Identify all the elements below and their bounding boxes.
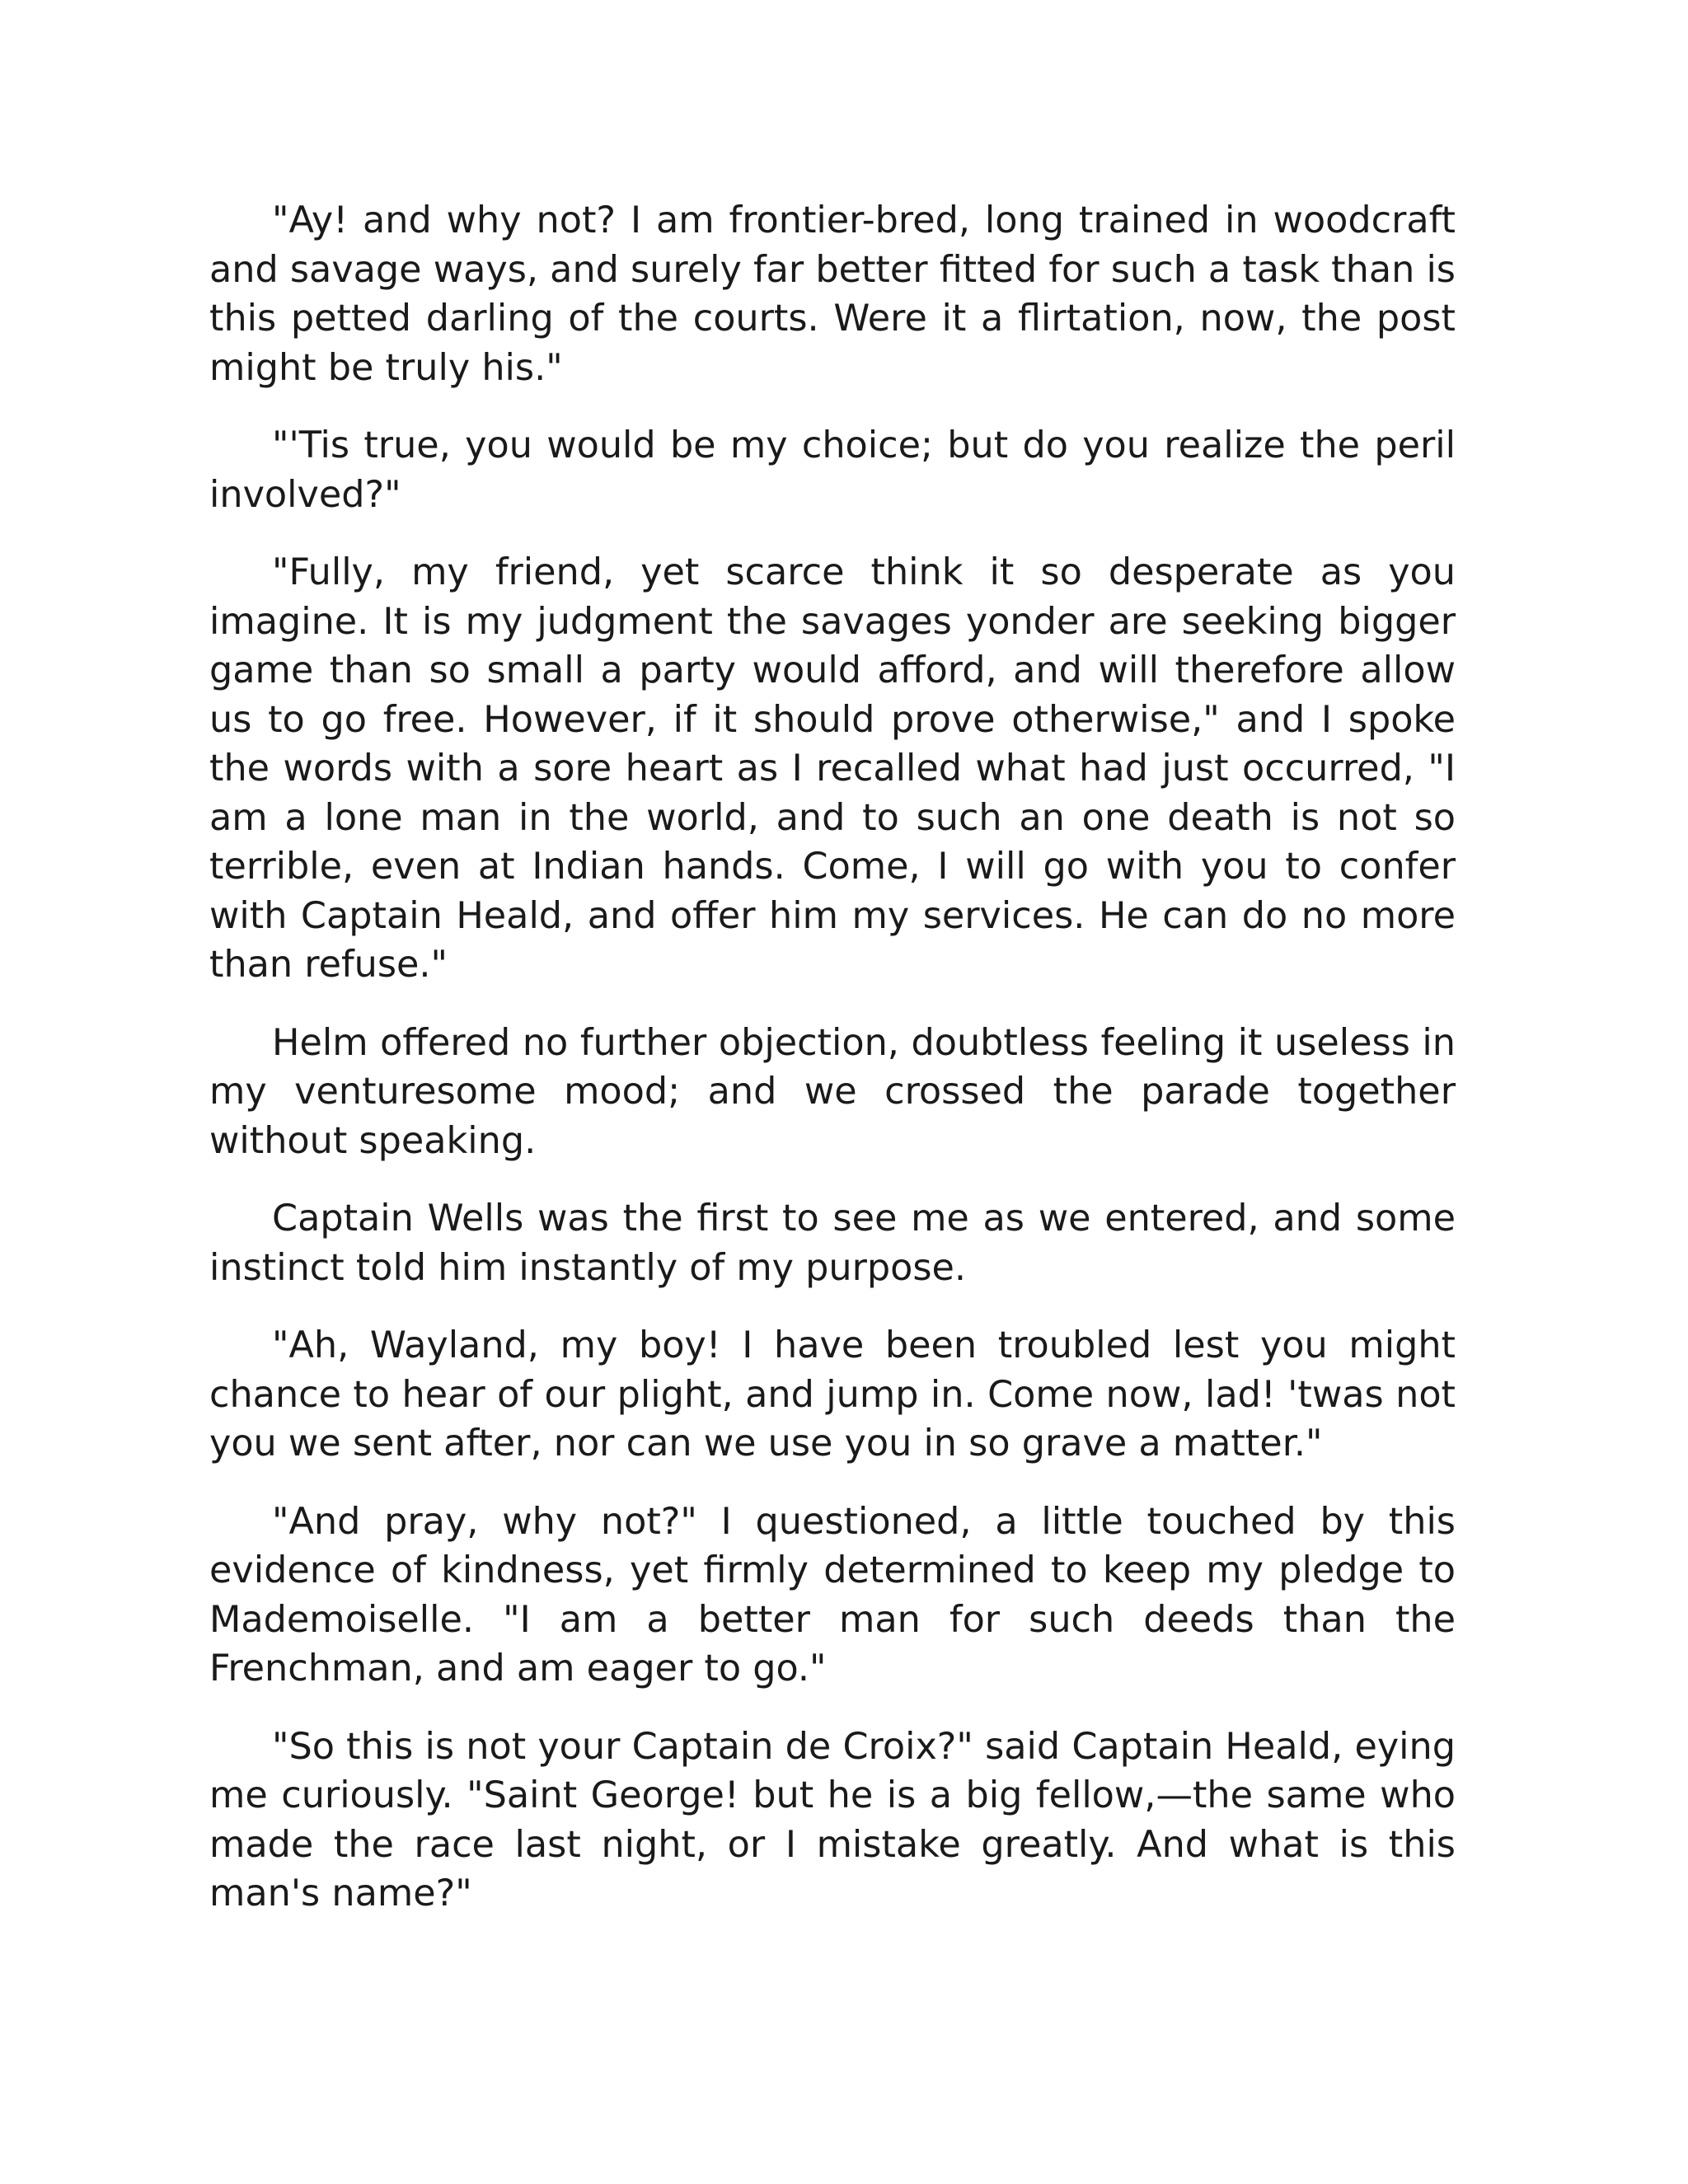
paragraph-8: "So this is not your Captain de Croix?" said Captain Heald, eying me curiously. "Saint George! but he is a big fellow,—the same who made the race last night, or I mistake greatly. And what is this man's name?" (209, 1725, 1456, 1915)
paragraph-3: "Fully, my friend, yet scarce think it so desperate as you imagine. It is my judgment the savages yonder are seeking bigger game than so small a party would afford, and will therefore allow us to go free. However, if it should prove otherwise," and I spoke the words with a sore heart as I recalled what had just occurred, "I am a lone man in the world, and to such an one death is not so terrible, even at Indian hands. Come, I will go with you to confer with Captain Heald, and offer him my services. He can do no more than refuse." (209, 551, 1456, 986)
paragraph-4: Helm offered no further objection, doubtless feeling it useless in my venturesome mood; and we crossed the parade together without speaking. (209, 1021, 1456, 1162)
paragraph-2: "'Tis true, you would be my choice; but do you realize the peril involved?" (209, 424, 1456, 516)
paragraph-7: "And pray, why not?" I questioned, a little touched by this evidence of kindness, yet firmly determined to keep my pledge to Mademoiselle. "I am a better man for such deeds than the Frenchman, and am eager to go." (209, 1500, 1456, 1690)
paragraph-6: "Ah, Wayland, my boy! I have been troubled lest you might chance to hear of our plight, and jump in. Come now, lad! 'twas not you we sent after, nor can we use you in so grave a matter." (209, 1324, 1456, 1465)
paragraph-5: Captain Wells was the first to see me as we entered, and some instinct told him instantly of my purpose. (209, 1197, 1456, 1289)
paragraph-1: "Ay! and why not? I am frontier-bred, long trained in woodcraft and savage ways, and surely far better fitted for such a task than is this petted darling of the courts. Were it a flirtation, now, the post might be truly his." (209, 199, 1456, 389)
body-text (209, 196, 1456, 1947)
